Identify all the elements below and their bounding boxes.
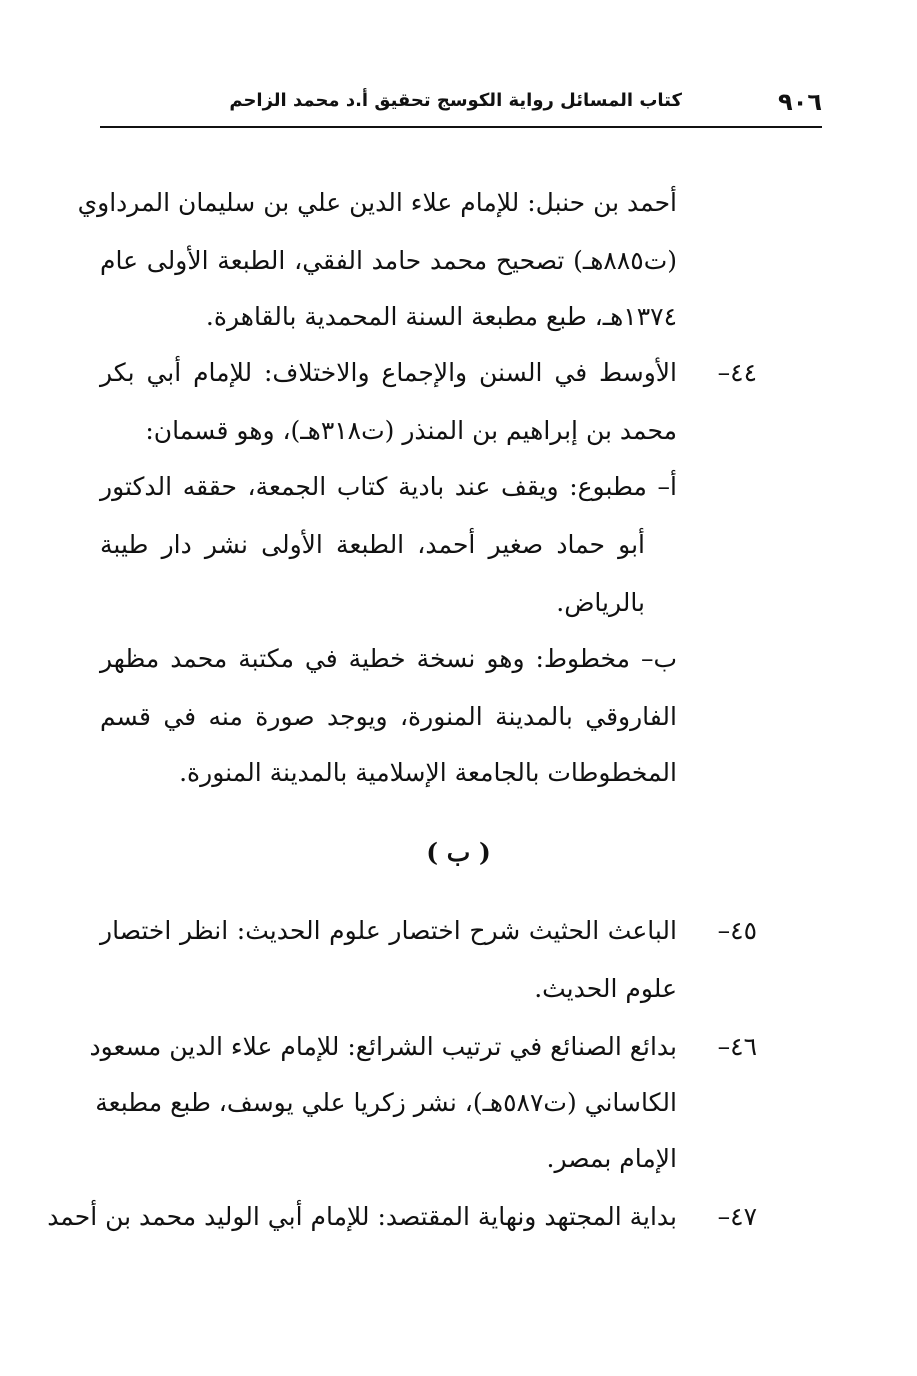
entry-44-sub-b-line: ب– مخطوط: وهو نسخة خطية في مكتبة محمد مظهر xyxy=(100,644,677,673)
entry-46-line: بدائع الصنائع في ترتيب الشرائع: للإمام علاء الدين مسعود xyxy=(89,1032,677,1061)
body-line: ١٣٧٤هـ، طبع مطبعة السنة المحمدية بالقاهرة. xyxy=(205,302,677,331)
entry-46-line: الكاساني (ت٥٨٧هـ)، نشر زكريا علي يوسف، طبع مطبعة xyxy=(95,1088,677,1117)
entry-45-line: علوم الحديث. xyxy=(534,974,677,1003)
entry-number-46: ٤٦– xyxy=(717,1032,757,1061)
running-title: كتاب المسائل رواية الكوسج تحقيق أ.د محمد الزاحم xyxy=(229,90,682,111)
entry-44-line: الأوسط في السنن والإجماع والاختلاف: للإمام أبي بكر xyxy=(100,358,677,387)
body-line: أحمد بن حنبل: للإمام علاء الدين علي بن سليمان المرداوي xyxy=(77,188,677,217)
entry-44-sub-a-line: أ– مطبوع: ويقف عند بادية كتاب الجمعة، حققه الدكتور xyxy=(100,472,677,501)
entry-number-45: ٤٥– xyxy=(717,916,757,945)
body-line: (ت٨٨٥هـ) تصحيح محمد حامد الفقي، الطبعة الأولى عام xyxy=(100,246,677,275)
entry-47-line: بداية المجتهد ونهاية المقتصد: للإمام أبي الوليد محمد بن أحمد xyxy=(47,1202,677,1231)
entry-44-sub-b-line: المخطوطات بالجامعة الإسلامية بالمدينة المنورة. xyxy=(179,758,677,787)
entry-44-sub-b-line: الفاروقي بالمدينة المنورة، ويوجد صورة منه في قسم xyxy=(100,702,677,731)
page-number: ٩٠٦ xyxy=(778,88,822,116)
entry-44-sub-a-line: أبو حماد صغير أحمد، الطبعة الأولى نشر دار طيبة xyxy=(100,530,645,559)
entry-45-line: الباعث الحثيث شرح اختصار علوم الحديث: انظر اختصار xyxy=(100,916,677,945)
entry-44-sub-a-line: بالرياض. xyxy=(556,588,645,617)
entry-46-line: الإمام بمصر. xyxy=(546,1144,677,1173)
page-header xyxy=(100,84,822,128)
entry-44-line: محمد بن إبراهيم بن المنذر (ت٣١٨هـ)، وهو قسمان: xyxy=(145,416,677,445)
entry-number-47: ٤٧– xyxy=(717,1202,757,1231)
section-heading: ( ب ) xyxy=(426,838,491,867)
entry-number-44: ٤٤– xyxy=(717,358,757,387)
